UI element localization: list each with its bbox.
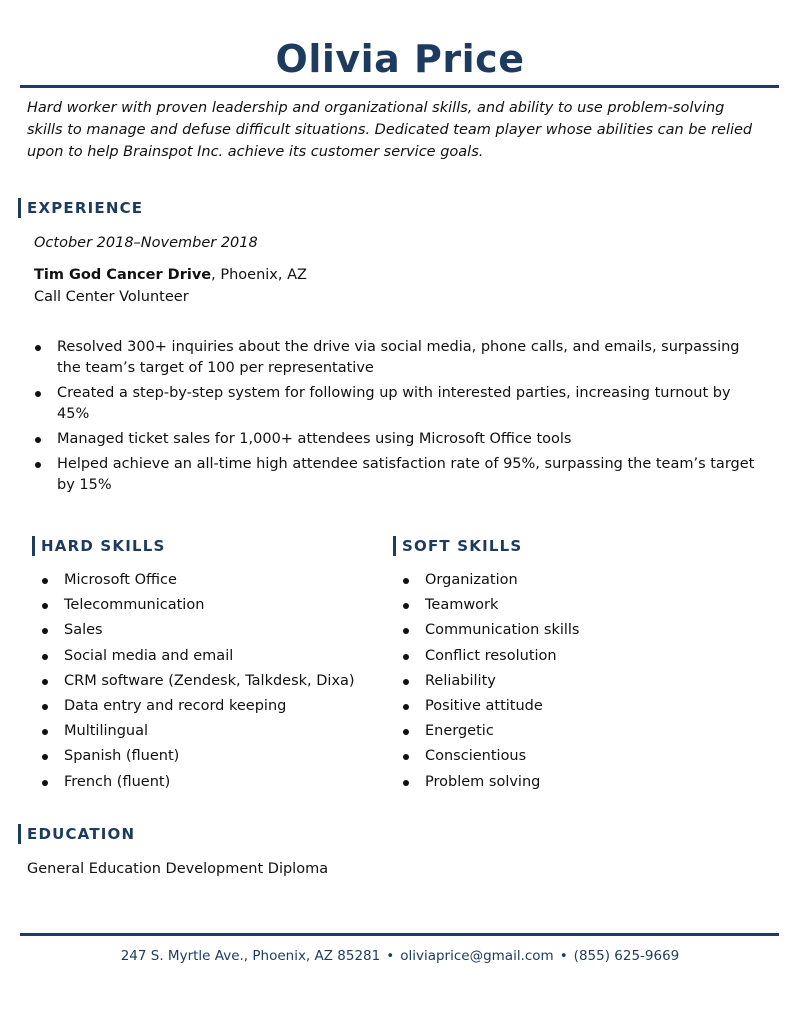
professional-summary: Hard worker with proven leadership and organizational skills, and ability to use problem-solving skills to manage and defuse difficult situations. Dedicated team player whose abilities can be relied upon to help Brainspot Inc. achieve its customer service goals. bbox=[27, 100, 753, 160]
soft-skill-item: Teamwork bbox=[402, 595, 742, 615]
experience-bullet: Resolved 300+ inquiries about the drive via social media, phone calls, and emails, surpassing the team’s target of 100 per representative bbox=[34, 337, 764, 379]
education-degree: General Education Development Diploma bbox=[27, 861, 329, 877]
education-heading: EDUCATION bbox=[18, 824, 135, 844]
soft-skill-item: Communication skills bbox=[402, 620, 742, 640]
experience-bullet-list bbox=[34, 337, 764, 500]
hard-skill-item: Spanish (fluent) bbox=[41, 746, 381, 766]
soft-skills-heading: SOFT SKILLS bbox=[393, 536, 522, 556]
experience-bullet: Managed ticket sales for 1,000+ attendees using Microsoft Office tools bbox=[34, 429, 764, 450]
soft-skill-item: Positive attitude bbox=[402, 696, 742, 716]
job-dates: October 2018–November 2018 bbox=[34, 235, 258, 251]
hard-skill-item: Sales bbox=[41, 620, 381, 640]
hard-skill-item: Data entry and record keeping bbox=[41, 696, 381, 716]
soft-skills-list bbox=[402, 570, 742, 797]
hard-skill-item: Microsoft Office bbox=[41, 570, 381, 590]
contact-separator: • bbox=[386, 948, 395, 964]
hard-skills-heading: HARD SKILLS bbox=[32, 536, 166, 556]
header-divider bbox=[20, 85, 779, 88]
soft-skill-item: Organization bbox=[402, 570, 742, 590]
job-role: Call Center Volunteer bbox=[34, 289, 189, 305]
soft-skill-item: Energetic bbox=[402, 721, 742, 741]
contact-phone[interactable]: (855) 625-9669 bbox=[573, 948, 680, 964]
job-employer-line bbox=[34, 264, 307, 286]
experience-heading: EXPERIENCE bbox=[18, 198, 143, 218]
job-location: , Phoenix, AZ bbox=[211, 267, 307, 283]
candidate-name: Olivia Price bbox=[275, 37, 525, 81]
soft-skill-item: Conscientious bbox=[402, 746, 742, 766]
soft-skill-item: Conflict resolution bbox=[402, 646, 742, 666]
soft-skill-item: Reliability bbox=[402, 671, 742, 691]
hard-skill-item: Social media and email bbox=[41, 646, 381, 666]
contact-address: 247 S. Myrtle Ave., Phoenix, AZ 85281 bbox=[120, 948, 381, 964]
experience-bullet: Helped achieve an all-time high attendee satisfaction rate of 95%, surpassing the team’s target by 15% bbox=[34, 454, 764, 496]
contact-footer bbox=[0, 945, 800, 967]
hard-skill-item: CRM software (Zendesk, Talkdesk, Dixa) bbox=[41, 671, 381, 691]
contact-separator: • bbox=[559, 948, 568, 964]
hard-skill-item: French (fluent) bbox=[41, 772, 381, 792]
contact-email[interactable]: oliviaprice@gmail.com bbox=[400, 948, 554, 964]
hard-skills-list bbox=[41, 570, 381, 797]
hard-skill-item: Multilingual bbox=[41, 721, 381, 741]
footer-divider bbox=[20, 933, 779, 936]
soft-skill-item: Problem solving bbox=[402, 772, 742, 792]
job-organization: Tim God Cancer Drive bbox=[34, 267, 212, 283]
experience-bullet: Created a step-by-step system for following up with interested parties, increasing turnout by 45% bbox=[34, 383, 764, 425]
hard-skill-item: Telecommunication bbox=[41, 595, 381, 615]
